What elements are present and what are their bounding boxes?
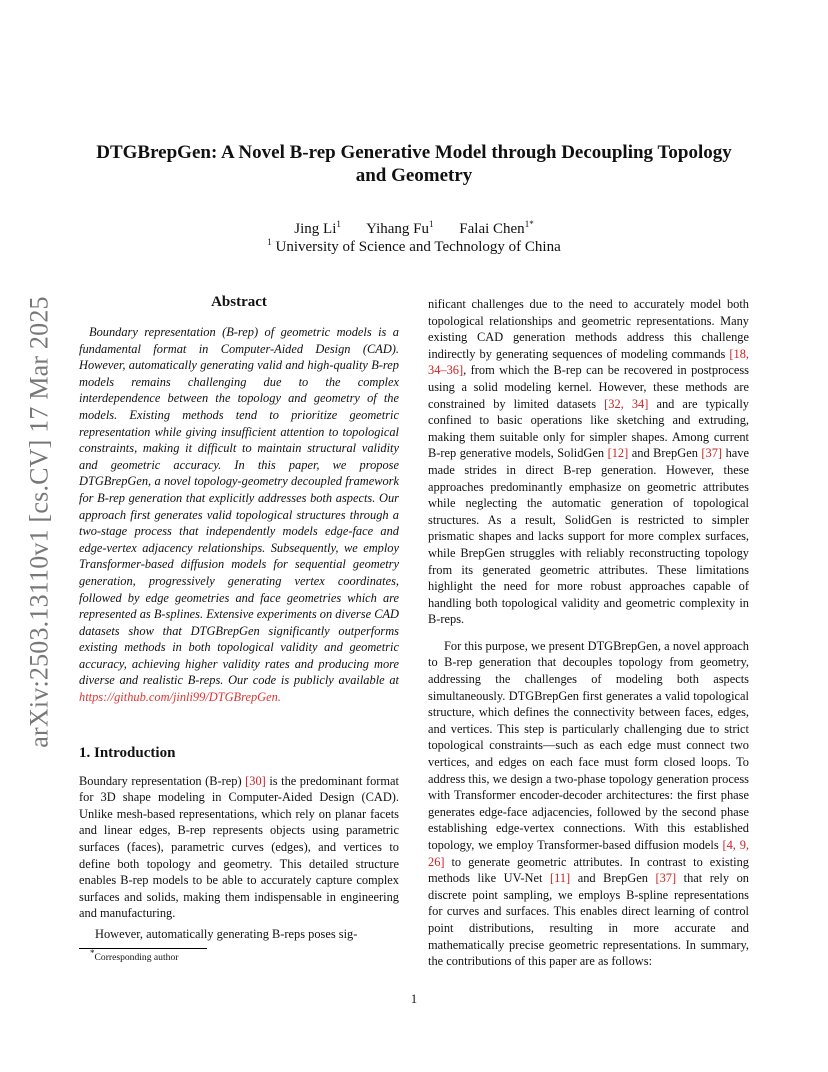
author-list	[78, 220, 750, 239]
footnote-divider	[79, 948, 207, 949]
left-column	[79, 293, 399, 943]
author-name: Yihang Fu	[366, 221, 430, 237]
text-span: and BrepGen	[628, 446, 702, 461]
citation-link[interactable]: [37]	[655, 871, 677, 886]
abstract-heading: Abstract	[211, 294, 267, 310]
text-span: that rely on discrete point sampling, we employs B-spline representations for curves and surfaces. This enables direct learning of control point distributions, resulting in more accurate and mathematically precise geometric representations. In summary, the contributions of this paper are as follows:	[428, 871, 750, 969]
text-span: nificant challenges due to the need to accurately model both topological relationships and geometric representations. Many existing CAD generation methods address this challenge indirectly by generating sequences of modeling commands	[428, 297, 749, 361]
intro-paragraph-2: However, automatically generating B-reps poses sig-	[95, 927, 358, 941]
text-span: to generate geometric attributes. In contrast to existing methods like UV-Net	[428, 854, 749, 886]
abstract-body: Boundary representation (B-rep) of geometric models is a fundamental format in Computer-Aided Design (CAD). However, automatically generating valid and high-quality B-rep models remains challenging due to the complex interdependence between the topology and geometry of the models. Existing methods tend to prioritize geometric representation while giving insufficient attention to topological constraints, making it difficult to maintain structural validity and geometric accuracy. In this paper, we propose DTGBrepGen, a novel topology-geometry decoupled framework for B-rep generation that explicitly addresses both aspects. Our approach first generates valid topological structures through a two-stage process that independently models edge-face and edge-vertex adjacency relationships. Subsequently, we employ Transformer-based diffusion models for sequential geometry generation, progressively generating vertex coordinates, followed by edge geometries and face geometries which are represented as B-splines. Extensive experiments on diverse CAD datasets show that DTGBrepGen significantly outperforms existing methods in both topological validity and geometric accuracy, achieving higher validity rates and producing more diverse and realistic B-reps. Our code is publicly available at	[79, 325, 399, 688]
footnote	[90, 947, 179, 964]
right-column	[428, 296, 749, 970]
affiliation-mark: 1	[267, 237, 272, 247]
right-paragraph-1	[428, 296, 749, 628]
citation-link[interactable]: [11]	[550, 871, 571, 886]
text-span: and BrepGen	[570, 871, 656, 886]
paper-title	[78, 141, 750, 187]
text-span: have made strides in direct B-rep generation. However, these approaches predominantly emphasize on geometric attributes while neglecting the automatic generation of topological structures. As a result, SolidGen is restricted to simpler prismatic shapes and lacks support for more complex surfaces, while BrepGen struggles with reliably reconstructing topology from its generated geometric attributes. These limitations highlight the need for more robust approaches capable of handling both topological validity and geometric complexity in B-reps.	[428, 446, 749, 627]
title-line-2: and Geometry	[355, 165, 473, 186]
citation-link[interactable]: [4, 9, 26]	[428, 838, 750, 869]
citation-link[interactable]: [18, 34–36]	[428, 346, 749, 378]
author-mark: 1	[336, 219, 341, 229]
citation-link[interactable]: [30]	[245, 773, 266, 788]
code-link[interactable]: https://github.com/jinli99/DTGBrepGen.	[79, 690, 281, 705]
affiliation	[78, 238, 750, 257]
page-number: 1	[410, 992, 418, 1006]
title-line-1: DTGBrepGen: A Novel B-rep Generative Model through Decoupling Topology	[96, 142, 732, 163]
affiliation-text: University of Science and Technology of China	[275, 239, 561, 255]
text-span: Boundary representation (B-rep)	[79, 773, 246, 788]
footnote-text: Corresponding author	[94, 952, 179, 963]
intro-paragraph-1	[79, 773, 399, 922]
arxiv-side-label	[10, 284, 70, 760]
footnote-mark: *	[90, 947, 95, 958]
abstract-text	[79, 324, 399, 706]
text-span: , from which the B-rep can be recovered in postprocess using a solid modeling kernel. However, these methods are constrained by limited datasets	[428, 363, 749, 411]
text-span: and are typically confined to basic operations like sketching and extruding, making them suitable only for simpler shapes. Among current B-rep generative models, SolidGen	[428, 396, 749, 461]
citation-link[interactable]: [37]	[701, 446, 723, 461]
author-name: Falai Chen	[459, 221, 525, 237]
text-span: is the predominant format for 3D shape modeling in Computer-Aided Design (CAD). Unlike mesh-based representations, which rely on planar facets and linear edges, B-rep represents objects using parametric surfaces (faces), parametric curves (edges), and vertices to define both topology and geometry. This detailed structure enables B-rep models to be able to accurately capture complex surfaces and solids, making them indispensable in engineering and manufacturing.	[79, 773, 399, 921]
citation-link[interactable]: [12]	[607, 446, 629, 461]
arxiv-identifier: arXiv:2503.13110v1 [cs.CV] 17 Mar 2025	[25, 296, 54, 748]
section-heading-introduction: 1. Introduction	[79, 744, 176, 761]
right-paragraph-2	[428, 638, 749, 970]
author-mark: 1*	[524, 219, 534, 229]
text-span: For this purpose, we present DTGBrepGen, a novel approach to B-rep generation that decouples topology from geometry, addressing the challenges of modeling both aspects simultaneously. DTGBrepGen first generates a valid topological structure, which defines the connectivity between faces, edges, and vertices. This step is particularly challenging due to strict topological constraints—such as each edge must connect two vertices, and edges on each face must form closed loops. To address this, we design a two-phase topology generation process with Transformer encoder-decoder architectures: the first phase generates edge-face adjacencies, followed by the second phase establishing edge-vertex connections. With this established topology, we employ Transformer-based diffusion models	[428, 638, 749, 852]
author-mark: 1	[429, 219, 434, 229]
citation-link[interactable]: [32, 34]	[604, 396, 649, 411]
author-name: Jing Li	[294, 221, 337, 237]
